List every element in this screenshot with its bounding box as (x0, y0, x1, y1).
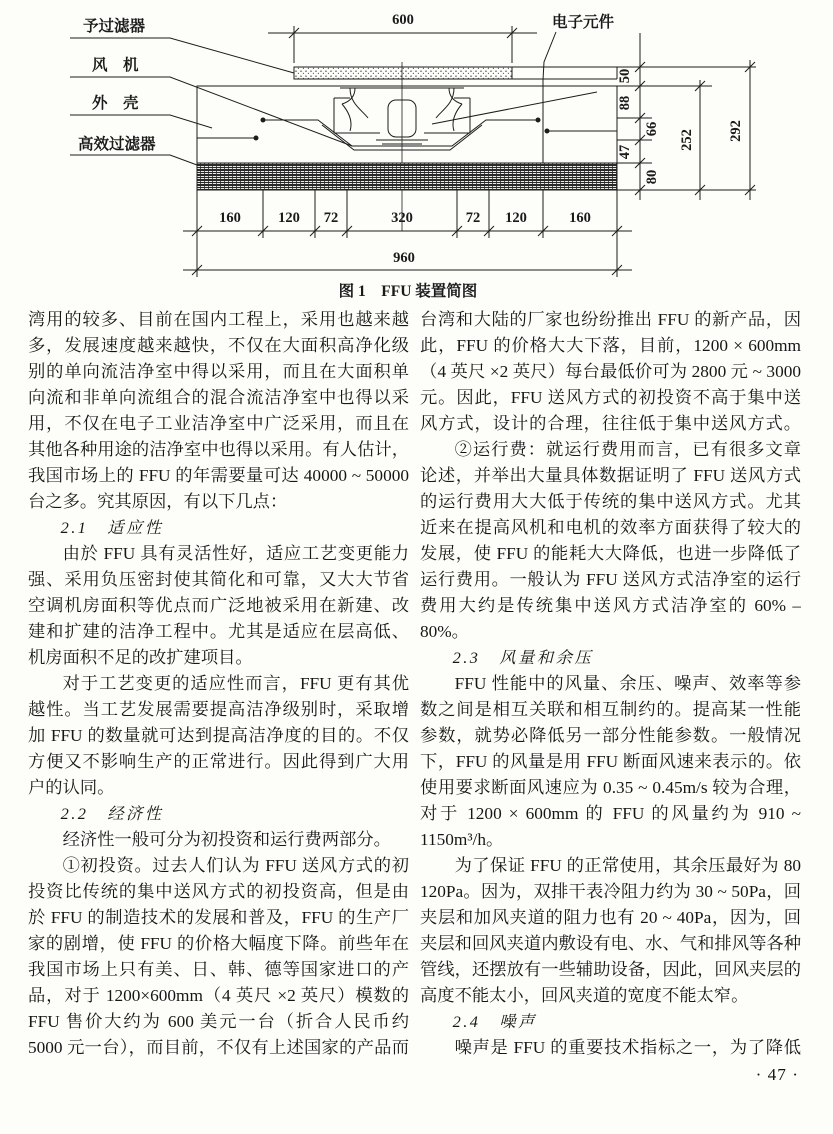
text-line: 用，不仅在电子工业洁净室中广泛采用，而且在 (28, 414, 409, 433)
text-line: 下，FFU 的风量是用 FFU 断面风速来表示的。依 (420, 752, 801, 771)
text-line: 参数，就势必降低另一部分性能参数。一般情况 (420, 726, 801, 745)
text-line: 由於 FFU 具有灵活性好，适应工艺变更能力 (62, 544, 409, 563)
dim-right-292: 292 (728, 120, 744, 142)
dim-bottom-160b: 160 (569, 210, 591, 226)
dim-right-47: 47 (617, 144, 633, 160)
text-line: 户的认同。 (28, 778, 115, 797)
text-line: 我国市场上只有美、日、韩、德等国家进口的产 (28, 960, 409, 979)
dim-bottom-total: 960 (393, 250, 415, 266)
text-line: 高度不能太小，回风夹道的宽度不能太窄。 (420, 986, 749, 1005)
dim-bottom-160a: 160 (219, 210, 241, 226)
text-line: 多，发展速度越来越快，不仅在大面积高净化级 (28, 336, 409, 355)
text-line: FFU 售价大约为 600 美元一台（折合人民币约 (28, 1012, 409, 1031)
housing-box (197, 86, 617, 163)
text-line: 元。因此，FFU 送风方式的初投资不高于集中送 (420, 388, 801, 407)
text-line: 家的剧增，使 FFU 的价格大幅度下降。前些年在 (28, 934, 409, 953)
figure-caption: 图 1 FFU 装置简图 (338, 283, 478, 300)
dim-right-252: 252 (679, 129, 695, 151)
dim-bottom-72b: 72 (465, 210, 481, 226)
text-line: 近来在提高风机和电机的效率方面获得了较大的 (420, 518, 801, 537)
label-electronics: 电子元件 (552, 14, 615, 31)
section-heading: 2.2 经济性 (60, 804, 164, 823)
text-line: （4 英尺 ×2 英尺）每台最低价可为 2800 元 ~ 3000 (420, 362, 801, 381)
text-line: 湾用的较多、目前在国内工程上，采用也越来越 (28, 310, 409, 329)
dimension-right (617, 33, 756, 200)
label-fan: 风 机 (92, 57, 139, 74)
text-line: 对于工艺变更的适应性而言，FFU 更有其优 (62, 674, 409, 693)
text-line: 越性。当工艺发展需要提高洁净级别时，采取增 (28, 700, 409, 719)
text-line: 别的单向流洁净室中得以采用，而且在大面积单 (28, 362, 409, 381)
dim-right-66: 66 (644, 121, 660, 137)
text-line: 1150m³/h。 (420, 830, 504, 849)
dim-bottom-120a: 120 (278, 210, 300, 226)
text-line: 方便又不影响生产的正常进行。因此得到广大用 (28, 752, 409, 771)
text-line: 的运行费用大大低于传统的集中送风方式。尤其 (420, 492, 801, 511)
text-line: 台之多。究其原因，有以下几点： (28, 492, 288, 511)
text-column-left (28, 307, 409, 1061)
text-line: 夹层和加风夹道的阻力也有 20 ~ 40Pa，因为，回 (420, 908, 801, 927)
diffuser-plate (197, 118, 617, 150)
dim-bottom-320: 320 (391, 210, 413, 226)
text-line: 机房面积不足的改扩建项目。 (28, 648, 253, 667)
text-line: 向流和非单向流组合的混合流洁净室中也得以采 (28, 388, 409, 407)
figure-ffu-diagram (0, 0, 833, 300)
text-line: 发展，使 FFU 的能耗大大降低，也进一步降低了 (420, 544, 801, 563)
text-line: 於 FFU 的制造技术的发展和普及，FFU 的生产厂 (28, 908, 409, 927)
text-line: 夹层和回风夹道内敷设有电、水、气和排风等各种 (420, 934, 801, 953)
text-line: 加 FFU 的数量就可达到提高洁净度的目的。不仅 (28, 726, 409, 745)
dim-right-88: 88 (617, 95, 633, 111)
text-line: 经济性一般可分为初投资和运行费两部分。 (62, 830, 391, 849)
text-line: 投资比传统的集中送风方式的初投资高，但是由 (28, 882, 409, 901)
text-line: 数之间是相互关联和相互制约的。提高某一性能 (420, 700, 801, 719)
dim-right-80: 80 (644, 169, 660, 185)
text-line: 风方式，设计的合理，往往低于集中送风方式。 (420, 414, 801, 433)
dim-bottom-120b: 120 (505, 210, 527, 226)
text-line: 对于 1200 × 600mm 的 FFU 的风量约为 910 ~ (420, 804, 801, 823)
text-line: ①初投资。过去人们认为 FFU 送风方式的初 (62, 856, 409, 875)
text-line: 其他各种用途的洁净室中也得以采用。有人估计， (28, 440, 409, 459)
text-line: 120Pa。因为，双排干表冷阻力约为 30 ~ 50Pa，回 (420, 882, 801, 901)
text-line: 我国市场上的 FFU 的年需要量可达 40000 ~ 50000 (28, 466, 409, 485)
text-line: 费用大约是传统集中送风方式洁净室的 60% – (420, 596, 801, 615)
text-line: 建和扩建的洁净工程中。尤其是适应在层高低、 (28, 622, 409, 641)
hepa-filter-band (197, 163, 617, 190)
text-column-right (420, 307, 801, 1061)
text-columns (0, 305, 833, 1061)
text-line: 使用要求断面风速应为 0.35 ~ 0.45m/s 较为合理， (420, 778, 801, 797)
dim-top-width: 600 (392, 12, 414, 28)
dim-right-50: 50 (617, 68, 633, 84)
text-line: ②运行费：就运行费用而言，已有很多文章 (454, 440, 801, 459)
text-line: 5000 元一台），而目前，不仅有上述国家的产品而 (28, 1038, 409, 1057)
text-line: 论述，并举出大量具体数据证明了 FFU 送风方式 (420, 466, 801, 485)
section-heading: 2.4 噪声 (452, 1012, 537, 1031)
text-line: 此，FFU 的价格大大下落，目前，1200 × 600mm (420, 336, 801, 355)
dim-bottom-72a: 72 (323, 210, 339, 226)
section-heading: 2.1 适应性 (60, 518, 164, 537)
text-line: 运行费用。一般认为 FFU 送风方式洁净室的运行 (420, 570, 801, 589)
text-line: 管线，还摆放有一些辅助设备，因此，回风夹层的 (420, 960, 801, 979)
label-housing: 外 壳 (92, 95, 139, 112)
text-line: FFU 性能中的风量、余压、噪声、效率等参 (454, 674, 801, 693)
dimension-bottom-values (219, 210, 591, 266)
text-line: 为了保证 FFU 的正常使用，其余压最好为 80 (454, 856, 801, 875)
text-line: 80%。 (420, 622, 469, 641)
text-line: 强、采用负压密封使其简化和可靠，又大大节省 (28, 570, 409, 589)
text-line: 噪声是 FFU 的重要技术指标之一，为了降低 (454, 1038, 801, 1057)
text-line: 品，对于 1200×600mm（4 英尺 ×2 英尺）模数的 (28, 986, 409, 1005)
label-hepa-filter: 高效过滤器 (78, 136, 156, 153)
label-prefilter: 予过滤器 (83, 18, 146, 35)
ffu-body-drawing (197, 62, 617, 231)
text-line: 台湾和大陆的厂家也纷纷推出 FFU 的新产品，因 (420, 310, 801, 329)
dimension-top (268, 26, 537, 63)
section-heading: 2.3 风量和余压 (452, 648, 594, 667)
text-line: 空调机房面积等优点而广泛地被采用在新建、改 (28, 596, 409, 615)
prefilter-strip (294, 67, 512, 79)
page-number: · 47 · (755, 1065, 799, 1084)
